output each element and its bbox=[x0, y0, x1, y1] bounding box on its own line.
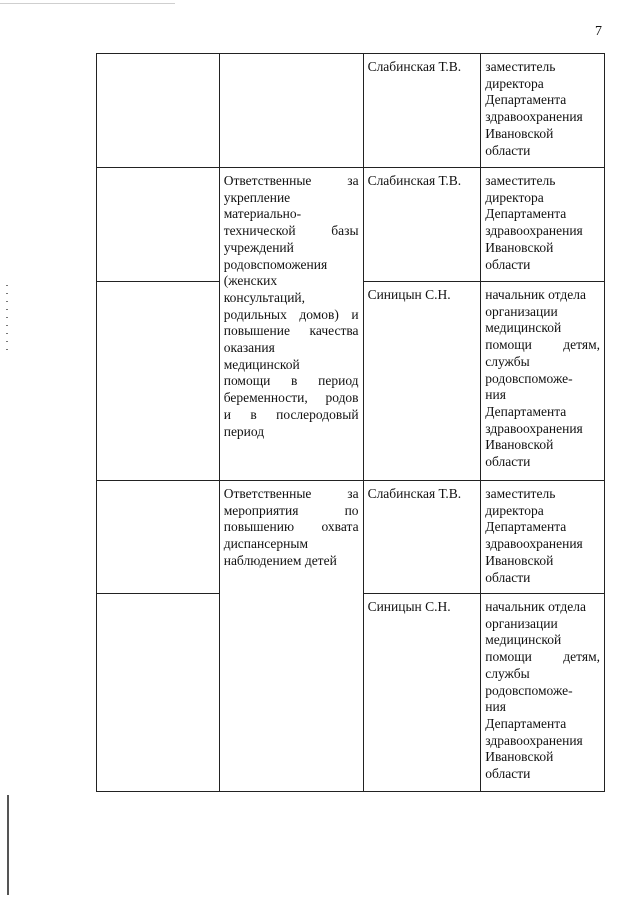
position-line: заместитель bbox=[485, 59, 556, 74]
measure-line: материально- bbox=[223, 206, 302, 222]
measure-line: учреждений bbox=[223, 239, 294, 255]
position-line: Ивановской bbox=[485, 552, 554, 568]
measure-cell bbox=[219, 168, 363, 481]
position-line: области bbox=[485, 256, 531, 272]
measure-line: технической базы bbox=[223, 223, 359, 239]
responsible-position-cell bbox=[481, 282, 605, 481]
responsible-person-cell: Синицын С.Н. bbox=[363, 282, 481, 481]
measure-line: и в послеродовый bbox=[223, 406, 359, 422]
position-line: Ивановской bbox=[485, 239, 554, 255]
measure-line: наблюдением детей bbox=[223, 552, 337, 568]
responsible-position-cell bbox=[481, 54, 605, 168]
row-number-cell bbox=[97, 481, 220, 594]
position-line: заместитель bbox=[485, 173, 556, 188]
measure-line: родовспоможения bbox=[223, 256, 328, 272]
position-line: организации bbox=[485, 615, 558, 631]
measure-line: Ответственные за bbox=[223, 173, 359, 188]
position-line: директора bbox=[485, 189, 544, 205]
position-line: помощи детям, bbox=[485, 337, 600, 353]
position-line: ния bbox=[485, 387, 506, 403]
position-line: Департамента bbox=[485, 206, 567, 222]
measure-line: диспансерным bbox=[223, 536, 308, 552]
position-line: здравоохранения bbox=[485, 732, 583, 748]
position-line: области bbox=[485, 766, 531, 782]
measure-cell bbox=[219, 481, 363, 792]
measure-line: Ответственные за bbox=[223, 486, 359, 501]
measure-line: родильных домов) и bbox=[223, 306, 359, 322]
measure-line: консультаций, bbox=[223, 289, 306, 305]
position-line: Ивановской bbox=[485, 125, 554, 141]
position-line: ния bbox=[485, 699, 506, 715]
position-line: службы bbox=[485, 665, 530, 681]
measure-line: (женских bbox=[223, 273, 278, 289]
row-number-cell bbox=[97, 54, 220, 168]
position-line: здравоохранения bbox=[485, 109, 583, 125]
position-line: помощи детям, bbox=[485, 649, 600, 665]
position-line: области bbox=[485, 569, 531, 585]
measure-cell bbox=[219, 54, 363, 168]
measure-line: повышение качества bbox=[223, 323, 359, 339]
position-line: начальник отдела bbox=[485, 287, 586, 302]
position-line: здравоохранения bbox=[485, 223, 583, 239]
position-line: родовспоможе- bbox=[485, 682, 573, 698]
position-line: Департамента bbox=[485, 715, 567, 731]
position-line: директора bbox=[485, 502, 544, 518]
position-line: организации bbox=[485, 303, 558, 319]
table-row bbox=[97, 481, 605, 594]
row-number-cell bbox=[97, 594, 220, 792]
page-number: 7 bbox=[595, 24, 602, 39]
position-line: службы bbox=[485, 353, 530, 369]
responsible-position-cell bbox=[481, 481, 605, 594]
position-line: Департамента bbox=[485, 403, 567, 419]
responsible-person-cell: Синицын С.Н. bbox=[363, 594, 481, 792]
position-line: области bbox=[485, 454, 531, 470]
position-line: области bbox=[485, 142, 531, 158]
row-number-cell bbox=[97, 168, 220, 282]
measure-line: укрепление bbox=[223, 189, 291, 205]
responsible-person-cell: Слабинская Т.В. bbox=[363, 54, 481, 168]
table-row bbox=[97, 54, 605, 168]
row-number-cell bbox=[97, 282, 220, 481]
position-line: Департамента bbox=[485, 92, 567, 108]
position-line: заместитель bbox=[485, 486, 556, 501]
responsible-position-cell bbox=[481, 168, 605, 282]
position-line: родовспоможе- bbox=[485, 370, 573, 386]
scan-artifact-dots bbox=[6, 285, 8, 355]
responsible-person-cell: Слабинская Т.В. bbox=[363, 481, 481, 594]
measure-line: оказания bbox=[223, 340, 275, 356]
scan-artifact-left-edge bbox=[7, 795, 9, 895]
responsibility-table bbox=[96, 53, 605, 792]
position-line: здравоохранения bbox=[485, 420, 583, 436]
position-line: медицинской bbox=[485, 632, 562, 648]
position-line: Департамента bbox=[485, 519, 567, 535]
position-line: директора bbox=[485, 75, 544, 91]
position-line: Ивановской bbox=[485, 749, 554, 765]
responsible-person-cell: Слабинская Т.В. bbox=[363, 168, 481, 282]
position-line: начальник отдела bbox=[485, 599, 586, 614]
measure-line: медицинской bbox=[223, 356, 300, 372]
measure-line: повышению охвата bbox=[223, 519, 359, 535]
measure-line: помощи в период bbox=[223, 373, 359, 389]
measure-line: период bbox=[223, 423, 265, 439]
position-line: Ивановской bbox=[485, 437, 554, 453]
scan-artifact-top-line bbox=[0, 3, 175, 4]
measure-line: беременности, родов bbox=[223, 390, 359, 406]
responsible-position-cell bbox=[481, 594, 605, 792]
position-line: медицинской bbox=[485, 320, 562, 336]
position-line: здравоохранения bbox=[485, 536, 583, 552]
table-row bbox=[97, 168, 605, 282]
measure-line: мероприятия по bbox=[223, 502, 359, 518]
